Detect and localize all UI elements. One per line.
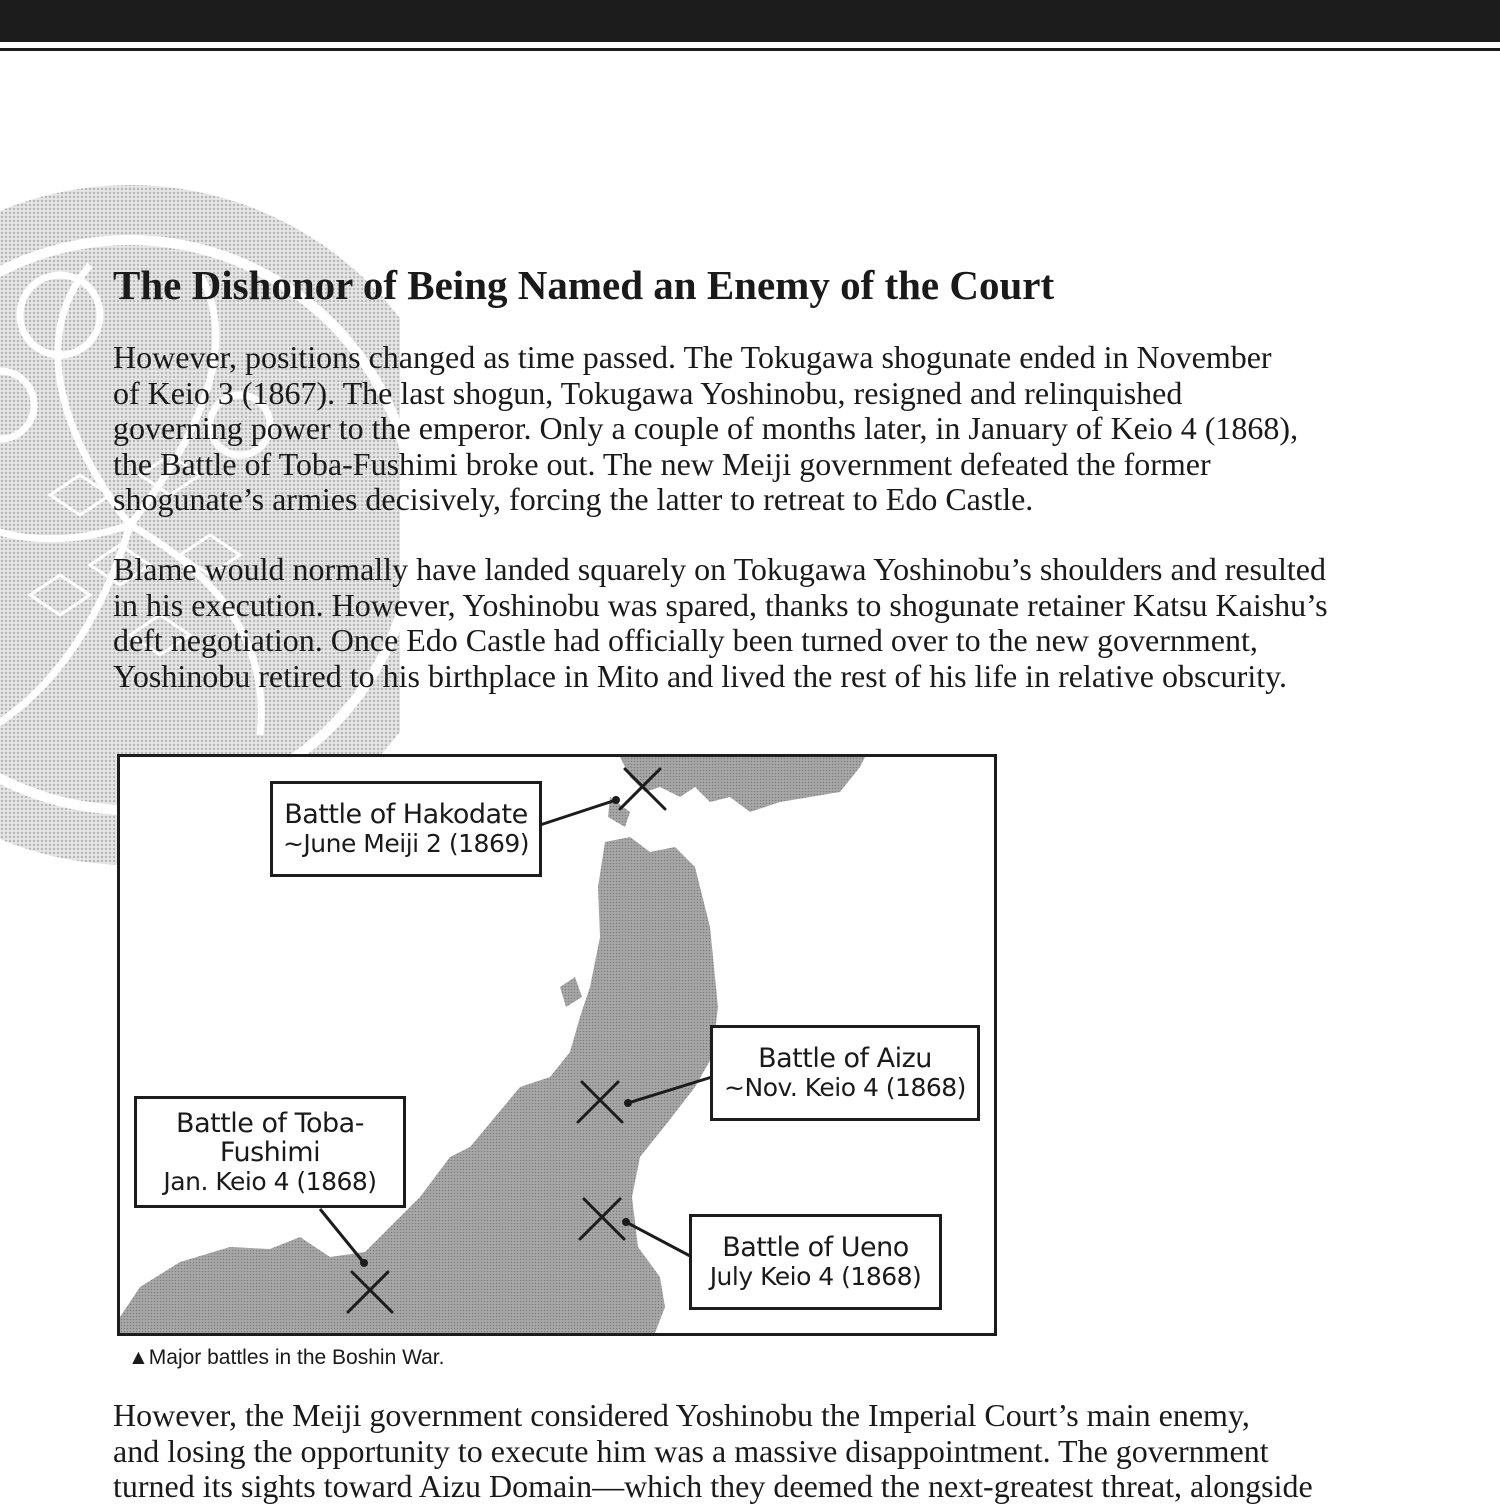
honshu-landmass xyxy=(120,837,718,1333)
battle-name: Battle of Aizu xyxy=(758,1043,932,1074)
body-paragraph: However, the Meiji government considered Yoshinobu the Imperial Court’s main enemy, and losing the opportunity to execute him was a massive disappointment. The government turned its sights toward Aizu Domain—which they deemed the next-greatest threat, alongside xyxy=(113,1397,1313,1504)
boshin-war-map xyxy=(117,754,997,1336)
article-title: The Dishonor of Being Named an Enemy of the Court xyxy=(113,262,1055,308)
hokkaido-landmass xyxy=(575,757,865,827)
sado-island xyxy=(560,977,582,1007)
label-battle-of-aizu xyxy=(710,1025,980,1121)
battle-name: Battle of Ueno xyxy=(722,1232,909,1263)
leader-dot-aizu xyxy=(624,1099,632,1107)
label-battle-of-hakodate xyxy=(270,781,542,877)
leader-line-hakodate xyxy=(540,800,616,825)
body-paragraph: However, positions changed as time passed. The Tokugawa shogunate ended in November of Keio 3 (1867). The last shogun, Tokugawa Yoshinobu, resigned and relinquished governing power to the emperor. Only a couple of months later, in January of Keio 4 (1868), the Battle of Toba-Fushimi broke out. The new Meiji government defeated the former shogunate’s armies decisively, forcing the latter to retreat to Edo Castle. xyxy=(113,339,1299,517)
leader-dot-hakodate xyxy=(612,796,620,804)
leader-dot-ueno xyxy=(622,1218,630,1226)
leader-dot-toba-fushimi xyxy=(360,1259,368,1267)
header-bar xyxy=(0,0,1500,42)
battle-date: ~Nov. Keio 4 (1868) xyxy=(724,1073,966,1102)
battle-name: Battle of Toba- Fushimi xyxy=(176,1107,364,1168)
map-caption: ▲Major battles in the Boshin War. xyxy=(128,1346,445,1369)
label-battle-of-toba-fushimi xyxy=(134,1096,406,1208)
battle-date: Jan. Keio 4 (1868) xyxy=(163,1166,377,1196)
header-rule xyxy=(0,48,1500,51)
battle-date: ~June Meiji 2 (1869) xyxy=(282,829,530,858)
body-paragraph: Blame would normally have landed squarely on Tokugawa Yoshinobu’s shoulders and resulted in his execution. However, Yoshinobu was spared, thanks to shogunate retainer Katsu Kaishu’s deft negotiation. Once Edo Castle had officially been turned over to the new government, Yoshinobu retired to his birthplace in Mito and lived the rest of his life in relative obscurity. xyxy=(113,551,1328,694)
battle-name: Battle of Hakodate xyxy=(284,799,528,830)
label-battle-of-ueno xyxy=(689,1214,942,1310)
battle-date: July Keio 4 (1868) xyxy=(709,1262,922,1291)
